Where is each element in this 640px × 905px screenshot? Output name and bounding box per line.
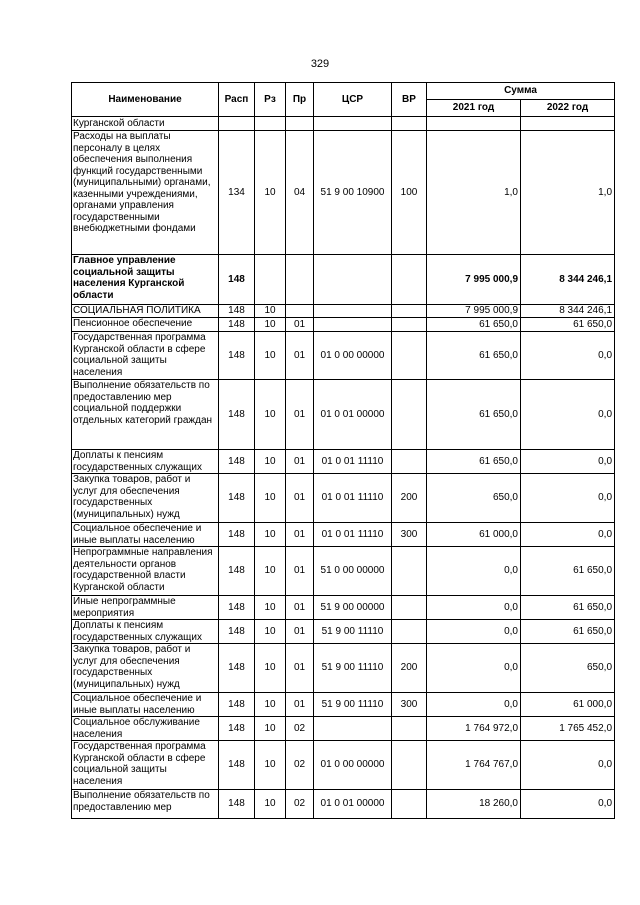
cell-csr: 51 9 00 11110 [314, 693, 392, 717]
cell-rz: 10 [255, 741, 286, 790]
cell-2021: 18 260,0 [427, 790, 521, 819]
cell-vr [392, 450, 427, 474]
header-2021: 2021 год [427, 100, 521, 117]
cell-2021: 0,0 [427, 644, 521, 693]
cell-2022: 0,0 [521, 741, 615, 790]
cell-2022: 61 650,0 [521, 596, 615, 620]
cell-rz [255, 255, 286, 305]
cell-csr: 01 0 01 11110 [314, 474, 392, 523]
cell-rasp: 148 [219, 547, 255, 596]
cell-2022: 61 000,0 [521, 693, 615, 717]
cell-vr [392, 717, 427, 741]
cell-pr: 01 [286, 620, 314, 644]
cell-rasp: 148 [219, 474, 255, 523]
cell-2022: 0,0 [521, 523, 615, 547]
budget-table [71, 82, 615, 819]
table-row [72, 450, 615, 474]
cell-rz: 10 [255, 305, 286, 318]
cell-2021: 0,0 [427, 620, 521, 644]
table-row [72, 255, 615, 305]
cell-name: Закупка товаров, работ и услуг для обеспечения государственных (муниципальных) нужд [72, 474, 219, 523]
cell-name: Государственная программа Курганской области в сфере социальной защиты населения [72, 741, 219, 790]
cell-vr [392, 620, 427, 644]
cell-vr [392, 790, 427, 819]
cell-pr: 01 [286, 450, 314, 474]
cell-rz [255, 117, 286, 131]
cell-pr [286, 255, 314, 305]
cell-pr: 01 [286, 380, 314, 450]
cell-rasp: 148 [219, 596, 255, 620]
cell-vr [392, 305, 427, 318]
cell-rz: 10 [255, 596, 286, 620]
cell-name: Социальное обеспечение и иные выплаты населению [72, 693, 219, 717]
cell-2021: 1 764 767,0 [427, 741, 521, 790]
cell-name: Государственная программа Курганской области в сфере социальной защиты населения [72, 332, 219, 380]
cell-2022: 0,0 [521, 790, 615, 819]
cell-rasp [219, 117, 255, 131]
cell-2022: 8 344 246,1 [521, 305, 615, 318]
cell-vr: 200 [392, 474, 427, 523]
table-row [72, 741, 615, 790]
cell-rz: 10 [255, 523, 286, 547]
cell-csr [314, 717, 392, 741]
cell-csr [314, 305, 392, 318]
cell-2021: 7 995 000,9 [427, 255, 521, 305]
cell-csr: 51 9 00 10900 [314, 131, 392, 255]
table-row [72, 596, 615, 620]
cell-pr: 02 [286, 717, 314, 741]
cell-2022: 61 650,0 [521, 620, 615, 644]
cell-vr [392, 547, 427, 596]
cell-rz: 10 [255, 790, 286, 819]
cell-rz: 10 [255, 644, 286, 693]
cell-2022: 0,0 [521, 450, 615, 474]
header-csr: ЦСР [314, 83, 392, 117]
cell-2021: 7 995 000,9 [427, 305, 521, 318]
cell-pr: 01 [286, 474, 314, 523]
cell-vr [392, 380, 427, 450]
table-row [72, 117, 615, 131]
cell-pr: 01 [286, 693, 314, 717]
table-body [72, 117, 615, 819]
cell-rz: 10 [255, 318, 286, 332]
table-row [72, 380, 615, 450]
table-row [72, 790, 615, 819]
cell-rasp: 148 [219, 380, 255, 450]
cell-name: Непрограммные направления деятельности органов государственной власти Курганской области [72, 547, 219, 596]
cell-vr [392, 318, 427, 332]
cell-csr: 01 0 01 11110 [314, 450, 392, 474]
cell-2022: 8 344 246,1 [521, 255, 615, 305]
header-vr: ВР [392, 83, 427, 117]
cell-pr: 01 [286, 596, 314, 620]
cell-name: Закупка товаров, работ и услуг для обеспечения государственных (муниципальных) нужд [72, 644, 219, 693]
cell-vr [392, 596, 427, 620]
header-2022: 2022 год [521, 100, 615, 117]
cell-vr: 200 [392, 644, 427, 693]
cell-vr [392, 332, 427, 380]
cell-2022: 61 650,0 [521, 318, 615, 332]
cell-rasp: 148 [219, 255, 255, 305]
cell-name: СОЦИАЛЬНАЯ ПОЛИТИКА [72, 305, 219, 318]
cell-rz: 10 [255, 474, 286, 523]
cell-rasp: 148 [219, 741, 255, 790]
table-row [72, 693, 615, 717]
table-row [72, 318, 615, 332]
cell-2021: 0,0 [427, 596, 521, 620]
cell-pr: 04 [286, 131, 314, 255]
cell-rz: 10 [255, 717, 286, 741]
cell-2021: 61 650,0 [427, 318, 521, 332]
table-row [72, 474, 615, 523]
cell-csr: 51 9 00 11110 [314, 644, 392, 693]
header-pr: Пр [286, 83, 314, 117]
cell-csr [314, 318, 392, 332]
table-row [72, 332, 615, 380]
cell-csr [314, 117, 392, 131]
table-row [72, 620, 615, 644]
cell-name: Главное управление социальной защиты населения Курганской области [72, 255, 219, 305]
cell-name: Выполнение обязательств по предоставлению мер социальной поддержки отдельных категорий граждан [72, 380, 219, 450]
cell-rasp: 148 [219, 644, 255, 693]
cell-rz: 10 [255, 450, 286, 474]
cell-pr: 02 [286, 741, 314, 790]
cell-csr: 01 0 00 00000 [314, 332, 392, 380]
cell-2021: 61 000,0 [427, 523, 521, 547]
cell-rz: 10 [255, 693, 286, 717]
cell-vr: 100 [392, 131, 427, 255]
cell-2022 [521, 117, 615, 131]
cell-pr: 02 [286, 790, 314, 819]
cell-vr [392, 255, 427, 305]
cell-vr: 300 [392, 523, 427, 547]
cell-pr: 01 [286, 318, 314, 332]
cell-pr: 01 [286, 523, 314, 547]
cell-2022: 0,0 [521, 474, 615, 523]
cell-csr: 01 0 01 00000 [314, 380, 392, 450]
cell-2021: 0,0 [427, 547, 521, 596]
cell-2022: 0,0 [521, 332, 615, 380]
cell-csr [314, 255, 392, 305]
cell-csr: 01 0 01 00000 [314, 790, 392, 819]
cell-pr: 01 [286, 644, 314, 693]
header-name: Наименование [72, 83, 219, 117]
cell-rasp: 148 [219, 693, 255, 717]
cell-csr: 51 9 00 11110 [314, 620, 392, 644]
cell-rasp: 148 [219, 717, 255, 741]
cell-name: Расходы на выплаты персоналу в целях обеспечения выполнения функций государственными (муниципальными) органами, казенными учреждениями, органами управления государственными внебюджетными фондами [72, 131, 219, 255]
cell-rz: 10 [255, 380, 286, 450]
cell-rasp: 148 [219, 305, 255, 318]
table-row [72, 305, 615, 318]
cell-rz: 10 [255, 547, 286, 596]
cell-csr: 01 0 01 11110 [314, 523, 392, 547]
page-number: 329 [310, 58, 330, 70]
cell-name: Доплаты к пенсиям государственных служащих [72, 450, 219, 474]
cell-pr [286, 117, 314, 131]
table-row [72, 717, 615, 741]
cell-pr: 01 [286, 547, 314, 596]
cell-rasp: 134 [219, 131, 255, 255]
table-row [72, 547, 615, 596]
cell-2021 [427, 117, 521, 131]
cell-csr: 51 9 00 00000 [314, 596, 392, 620]
cell-rz: 10 [255, 332, 286, 380]
cell-name: Иные непрограммные мероприятия [72, 596, 219, 620]
table-row [72, 523, 615, 547]
header-summa: Сумма [427, 83, 615, 100]
cell-2021: 61 650,0 [427, 332, 521, 380]
cell-name: Доплаты к пенсиям государственных служащих [72, 620, 219, 644]
cell-name: Социальное обеспечение и иные выплаты населению [72, 523, 219, 547]
cell-2021: 1,0 [427, 131, 521, 255]
cell-2022: 1,0 [521, 131, 615, 255]
cell-rasp: 148 [219, 523, 255, 547]
cell-2021: 650,0 [427, 474, 521, 523]
cell-vr [392, 741, 427, 790]
cell-csr: 01 0 00 00000 [314, 741, 392, 790]
cell-rz: 10 [255, 620, 286, 644]
cell-pr [286, 305, 314, 318]
cell-2022: 0,0 [521, 380, 615, 450]
cell-rasp: 148 [219, 450, 255, 474]
cell-2021: 1 764 972,0 [427, 717, 521, 741]
cell-name: Выполнение обязательств по предоставлению мер [72, 790, 219, 819]
cell-vr [392, 117, 427, 131]
cell-rasp: 148 [219, 620, 255, 644]
cell-2021: 0,0 [427, 693, 521, 717]
cell-2022: 650,0 [521, 644, 615, 693]
cell-rasp: 148 [219, 790, 255, 819]
cell-pr: 01 [286, 332, 314, 380]
cell-2022: 1 765 452,0 [521, 717, 615, 741]
table-row [72, 644, 615, 693]
cell-2021: 61 650,0 [427, 380, 521, 450]
cell-rasp: 148 [219, 332, 255, 380]
cell-name: Пенсионное обеспечение [72, 318, 219, 332]
cell-name: Курганской области [72, 117, 219, 131]
table-row [72, 131, 615, 255]
cell-2022: 61 650,0 [521, 547, 615, 596]
cell-vr: 300 [392, 693, 427, 717]
cell-rasp: 148 [219, 318, 255, 332]
cell-name: Социальное обслуживание населения [72, 717, 219, 741]
cell-csr: 51 0 00 00000 [314, 547, 392, 596]
header-rasp: Расп [219, 83, 255, 117]
cell-rz: 10 [255, 131, 286, 255]
header-rz: Рз [255, 83, 286, 117]
cell-2021: 61 650,0 [427, 450, 521, 474]
